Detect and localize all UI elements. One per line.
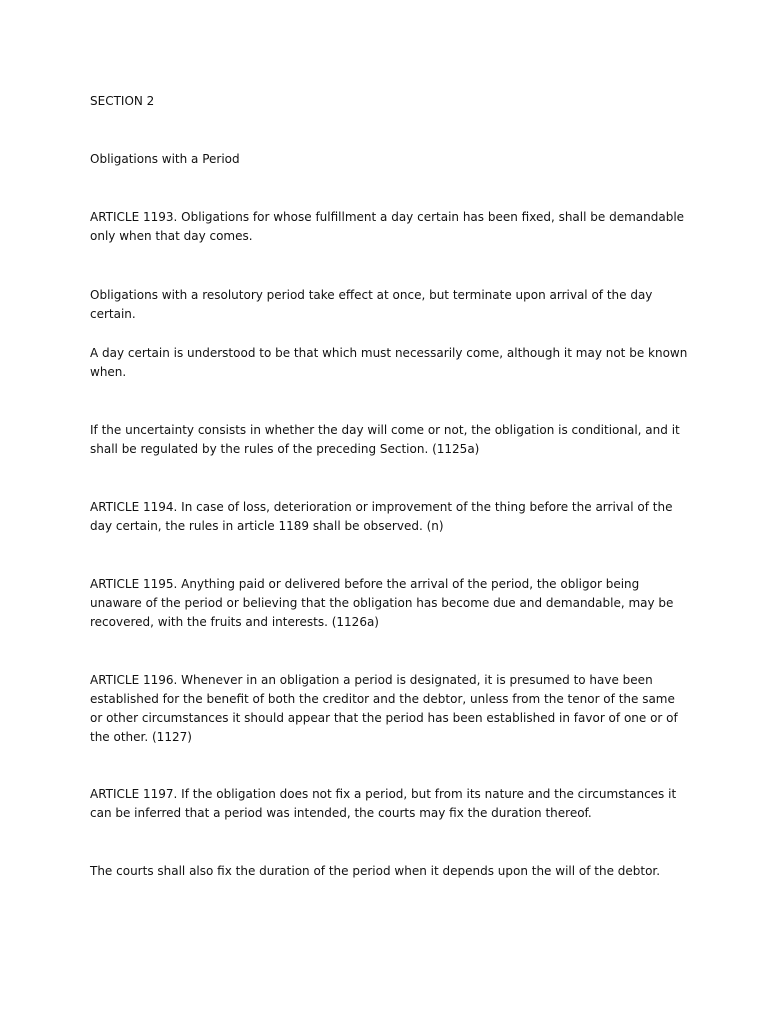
day-certain-paragraph: A day certain is understood to be that which must necessarily come, although it may not be known when. [90,346,688,379]
article-1195-paragraph: ARTICLE 1195. Anything paid or delivered before the arrival of the period, the obligor being unaware of the period or believing that the obligation has become due and demandable, may be recovered, with the fruits and interests. (1126a) [90,577,674,629]
article-1196-paragraph: ARTICLE 1196. Whenever in an obligation a period is designated, it is presumed to have been established for the benefit of both the creditor and the debtor, unless from the tenor of the same or other circumstances it should appear that the period has been established in favor of one or of the other. (1127) [90,673,678,744]
courts-duration-paragraph: The courts shall also fix the duration of the period when it depends upon the will of the debtor. [90,864,661,878]
article-1194-paragraph: ARTICLE 1194. In case of loss, deterioration or improvement of the thing before the arrival of the day certain, the rules in article 1189 shall be observed. (n) [90,500,673,533]
article-1193-paragraph: ARTICLE 1193. Obligations for whose fulfillment a day certain has been fixed, shall be demandable only when that day comes. [90,210,685,243]
article-1197-paragraph: ARTICLE 1197. If the obligation does not fix a period, but from its nature and the circumstances it can be inferred that a period was intended, the courts may fix the duration thereof. [90,787,677,820]
section-heading: SECTION 2 [90,94,155,108]
resolutory-period-paragraph: Obligations with a resolutory period take effect at once, but terminate upon arrival of the day certain. [90,288,653,321]
uncertainty-paragraph: If the uncertainty consists in whether the day will come or not, the obligation is conditional, and it shall be regulated by the rules of the preceding Section. (1125a) [90,423,680,456]
section-title: Obligations with a Period [90,152,240,166]
